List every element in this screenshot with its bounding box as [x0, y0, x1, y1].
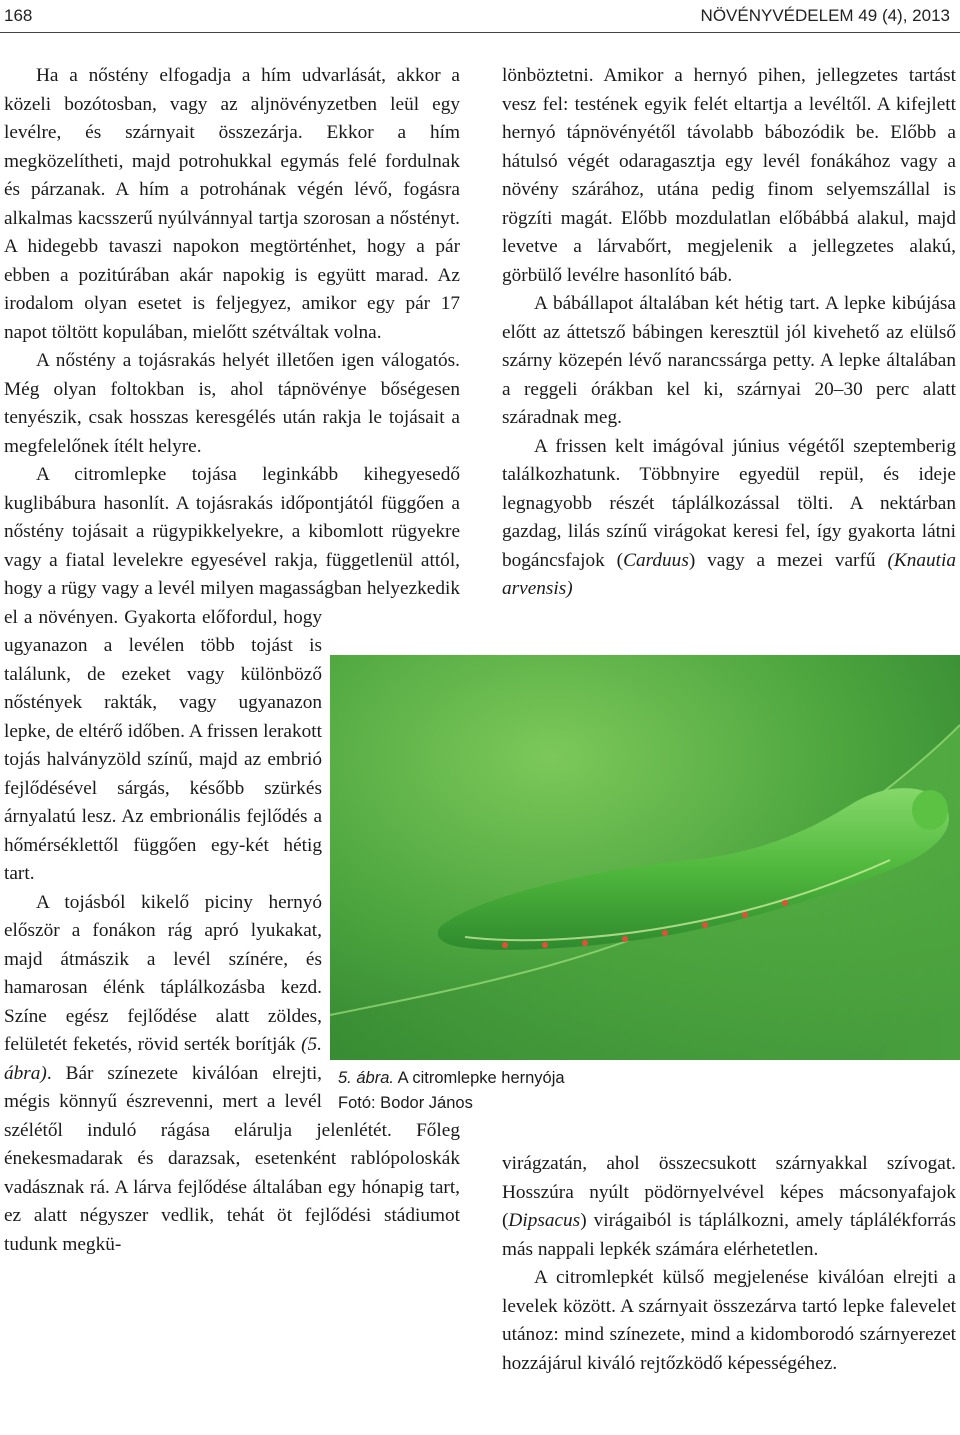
right-column-bottom — [502, 1150, 956, 1378]
right-column-top — [502, 62, 956, 604]
page-number: 168 — [4, 6, 33, 25]
figure-credit: Fotó: Bodor János — [338, 1094, 473, 1112]
paragraph-pupa: A bábállapot általában két hétig tart. A lepke kibújása előtt az áttetsző bábingen keresztül jól kivehető az elülső szárny közepén lévő narancssárga petty. A lepke általában a reggeli órákban kel ki, szárnyai 20–30 perc alatt száradnak meg. — [502, 293, 956, 428]
paragraph-pupation: lönböztetni. Amikor a hernyó pihen, jellegzetes tartást vesz fel: testének egyik felét eltartja a levéltől. A kifejlett hernyó tápnövényétől távolabb bábozódik be. Előbb a hátulsó végét odaragasztja egy levél fonákához vagy a növény szárához, utána pedig finom selyemszállal is rögzíti magát. Előbb mozdulatlan előbábbá alakul, majd levetve a lárvabőrt, megjelenik a jellegzetes alakú, görbülő levélre hasonlító báb. — [502, 65, 956, 286]
paragraph-feeding: virágzatán, ahol összecsukott szárnyakkal szívogat. Hosszúra nyúlt pödörnyelvével képes mácsonyafajok (Dipsacus) virágaiból is táplálkozni, amely táplálékforrás más nappali lepkék számára elérhetetlen. — [502, 1153, 956, 1260]
figure-caption — [338, 1066, 565, 1116]
journal-title: NÖVÉNYVÉDELEM 49 (4), 2013 — [700, 6, 950, 25]
header-rule — [0, 32, 960, 33]
paragraph-egg-laying-site: A nőstény a tojásrakás helyét illetően igen válogatós. Még olyan foltokban is, ahol tápnövénye bőségesen tenyészik, csak hosszas keresgélés után rakja le tojásait a megfelelőnek ítélt helyre. — [4, 350, 460, 457]
paragraph-egg: A citromlepke tojása leginkább kihegyesedő kuglibábura hasonlít. A tojásrakás időpontjától függően a nőstény tojásait a rügypikkelyekre, a kibomlott rügyekre vagy a fiatal levelekre egyesével rakja, függetlenül attól, hogy a rügy vagy a levél milyen magasságban helyezkedik el a növényen. Gyakorta előfordul, hogy ugyanazon a levélen több tojást is találunk, de ezeket vagy különböző nőstények rakták, vagy ugyanazon lepke, de eltérő időben. A frissen lerakott tojás halványzöld színű, majd az embrió fejlődésével sárgás, később szürkés árnyalatú lesz. Az embrionális fejlődés a hőmérséklettől függően egy-két hétig tart. — [4, 464, 460, 884]
paragraph-imago: A frissen kelt imágóval június végétől szeptemberig találkozhatunk. Többnyire egyedül repül, és ideje legnagyobb részét táplálkozással tölti. A nektárban gazdag, lilás színű virágokat keresi fel, így gyakorta látni bogáncsfajok (Carduus) vagy a mezei varfű (Knautia arvensis) — [502, 435, 956, 599]
figure-title: A citromlepke hernyója — [393, 1069, 565, 1087]
figure-label: 5. ábra. — [338, 1069, 394, 1087]
paragraph-mating: Ha a nőstény elfogadja a hím udvarlását, akkor a közeli bozótosban, vagy az aljnövényzetben leül egy levélre, és szárnyait összezárja. Ekkor a hím megközelítheti, majd potrohukkal egymás felé fordulnak és párzanak. A hím a potrohának végén lévő, fogásra alkalmas kacsszerű nyúlvánnyal tartja szorosan a nőstényt. A hidegebb tavaszi napokon megtörténhet, hogy a pár ebben a pozitúrában akár napokig is együtt marad. Az irodalom olyan esetet is feljegyez, amikor egy pár 17 napot töltött kopulában, mielőtt szétváltak volna. — [4, 65, 460, 343]
caterpillar-head — [912, 790, 948, 830]
caterpillar-photo-drawing — [330, 655, 960, 1060]
caterpillar-photo — [330, 655, 960, 1060]
running-header — [0, 0, 960, 34]
figure-reference: (5. ábra) — [4, 1034, 322, 1084]
paragraph-camouflage: A citromlepkét külső megjelenése kiválóan elrejti a levelek között. A szárnyait összezárva tartó lepke falevelet utánoz: mind színezete, mind a kidomborodó szárnyerezet hozzájárul kiváló rejtőzködő képességéhez. — [502, 1267, 956, 1374]
paragraph-larva: A tojásból kikelő piciny hernyó először a fonákon rág apró lyukakat, majd átmászik a levél színére, és hamarosan élénk táplálkozásba kezd. Színe egész fejlődése alatt zöldes, felületét feketés, rövid serték borítják (5. ábra). Bár színezete kiválóan elrejti, mégis könnyű észrevenni, mert a levél szélétől induló rágása elárulja jelenlétét. Főleg énekesmadarak és darazsak, esetenként rablópoloskák vadásznak rá. A lárva fejlődése általában egy hónapig tart, ez alatt négyszer vedlik, tehát öt fejlődési stádiumot tudunk megkü- — [4, 891, 460, 1255]
